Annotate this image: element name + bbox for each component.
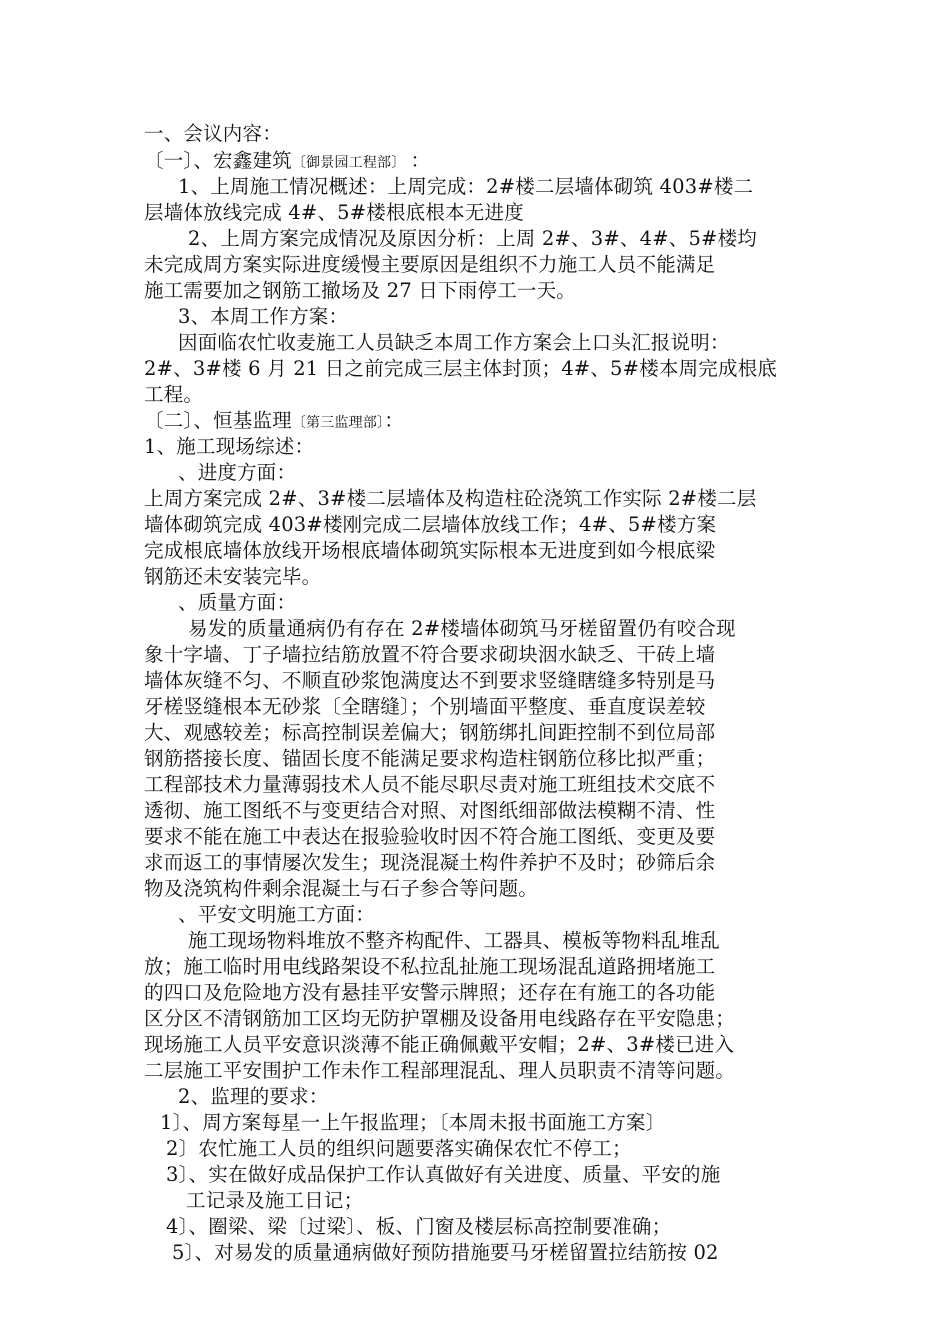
paragraph-line: 二层施工平安围护工作未作工程部理混乱、理人员职责不清等问题。 xyxy=(144,1059,736,1082)
subsection-heading xyxy=(144,408,404,436)
paragraph-line: 物及浇筑构件剩余混凝土与石子参合等问题。 xyxy=(144,877,539,900)
topic-heading: 、质量方面： xyxy=(178,591,297,614)
paragraph-line: 工程部技术力量薄弱技术人员不能尽职尽责对施工班组技术交底不 xyxy=(144,773,716,796)
topic-heading: 、进度方面： xyxy=(178,461,297,484)
subsection-note: 〔御景园工程部〕 xyxy=(291,155,399,171)
paragraph-line: 放；施工临时用电线路架设不私拉乱扯施工现场混乱道路拥堵施工 xyxy=(144,955,716,978)
subsection-title: 〔二〕、恒基监理 xyxy=(144,409,292,432)
paragraph-line: 完成根底墙体放线开场根底墙体砌筑实际根本无进度到如今根底梁 xyxy=(144,539,716,562)
paragraph-line: 3、本周工作方案： xyxy=(178,305,349,328)
paragraph-line: 1、施工现场综述： xyxy=(144,435,315,458)
paragraph-line: 上周方案完成 2#、3#楼二层墙体及构造柱砼浇筑工作实际 2#楼二层 xyxy=(144,487,757,510)
subsection-title: 〔一〕、宏鑫建筑 xyxy=(144,149,292,172)
list-item: 1〕、周方案每星一上午报监理；〔本周未报书面施工方案〕 xyxy=(160,1111,666,1134)
subsection-note: 〔第三监理部〕 xyxy=(291,415,385,431)
list-item: 4〕、圈梁、梁〔过梁〕、板、门窗及楼层标高控制要准确； xyxy=(166,1215,672,1238)
paragraph-line: 现场施工人员平安意识淡薄不能正确佩戴平安帽；2#、3#楼已进入 xyxy=(144,1033,735,1056)
paragraph-line: 大、观感较差；标高控制误差偏大；钢筋绑扎间距控制不到位局部 xyxy=(144,721,716,744)
paragraph-line: 钢筋搭接长度、锚固长度不能满足要求构造柱钢筋位移比拟严重； xyxy=(144,747,716,770)
paragraph-line: 墙体砌筑完成 403#楼刚完成二层墙体放线工作；4#、5#楼方案 xyxy=(144,513,717,536)
paragraph-line: 1、上周施工情况概述：上周完成：2#楼二层墙体砌筑 403#楼二 xyxy=(178,175,754,198)
paragraph-line: 区分区不清钢筋加工区均无防护罩棚及设备用电线路存在平安隐患； xyxy=(144,1007,736,1030)
paragraph-line: 未完成周方案实际进度缓慢主要原因是组织不力施工人员不能满足 xyxy=(144,253,716,276)
topic-heading: 、平安文明施工方面： xyxy=(178,903,376,926)
list-item: 2〕农忙施工人员的组织问题要落实确保农忙不停工； xyxy=(166,1137,632,1160)
paragraph-line: 层墙体放线完成 4#、5#楼根底根本无进度 xyxy=(144,201,524,224)
paragraph-line: 的四口及危险地方没有悬挂平安警示牌照；还存在有施工的各功能 xyxy=(144,981,716,1004)
paragraph-line: 2#、3#楼 6 月 21 日之前完成三层主体封顶；4#、5#楼本周完成根底 xyxy=(144,357,778,380)
section-heading: 一、会议内容： xyxy=(144,122,282,145)
paragraph-line: 象十字墙、丁子墙拉结筋放置不符合要求砌块洇水缺乏、干砖上墙 xyxy=(144,643,716,666)
paragraph-line: 要求不能在施工中表达在报验验收时因不符合施工图纸、变更及要 xyxy=(144,825,716,848)
paragraph-line: 施工现场物料堆放不整齐构配件、工器具、模板等物料乱堆乱 xyxy=(188,929,720,952)
paragraph-line: 牙槎竖缝根本无砂浆〔全瞎缝〕；个别墙面平整度、垂直度误差较 xyxy=(144,695,706,718)
paragraph-line: 易发的质量通病仍有存在 2#楼墙体砌筑马牙槎留置仍有咬合现 xyxy=(188,617,736,640)
paragraph-line: 2、上周方案完成情况及原因分析：上周 2#、3#、4#、5#楼均 xyxy=(188,227,757,250)
paragraph-line: 施工需要加之钢筋工撤场及 27 日下雨停工一天。 xyxy=(144,279,577,302)
list-item-continuation: 工记录及施工日记； xyxy=(186,1189,364,1212)
paragraph-line: 2、监理的要求： xyxy=(178,1085,329,1108)
paragraph-line: 钢筋还未安装完毕。 xyxy=(144,565,322,588)
subsection-colon: ： xyxy=(410,149,431,172)
list-item: 3〕、实在做好成品保护工作认真做好有关进度、质量、平安的施 xyxy=(166,1163,721,1186)
paragraph-line: 工程。 xyxy=(144,383,204,406)
subsection-colon: ： xyxy=(384,409,404,432)
subsection-heading xyxy=(144,148,430,176)
paragraph-line: 因面临农忙收麦施工人员缺乏本周工作方案会上口头汇报说明： xyxy=(178,331,730,354)
list-item: 5〕、对易发的质量通病做好预防措施要马牙槎留置拉结筋按 02 xyxy=(172,1241,719,1264)
paragraph-line: 求而返工的事情屡次发生；现浇混凝土构件养护不及时；砂筛后余 xyxy=(144,851,716,874)
paragraph-line: 墙体灰缝不匀、不顺直砂浆饱满度达不到要求竖缝瞎缝多特别是马 xyxy=(144,669,716,692)
paragraph-line: 透彻、施工图纸不与变更结合对照、对图纸细部做法模糊不清、性 xyxy=(144,799,716,822)
